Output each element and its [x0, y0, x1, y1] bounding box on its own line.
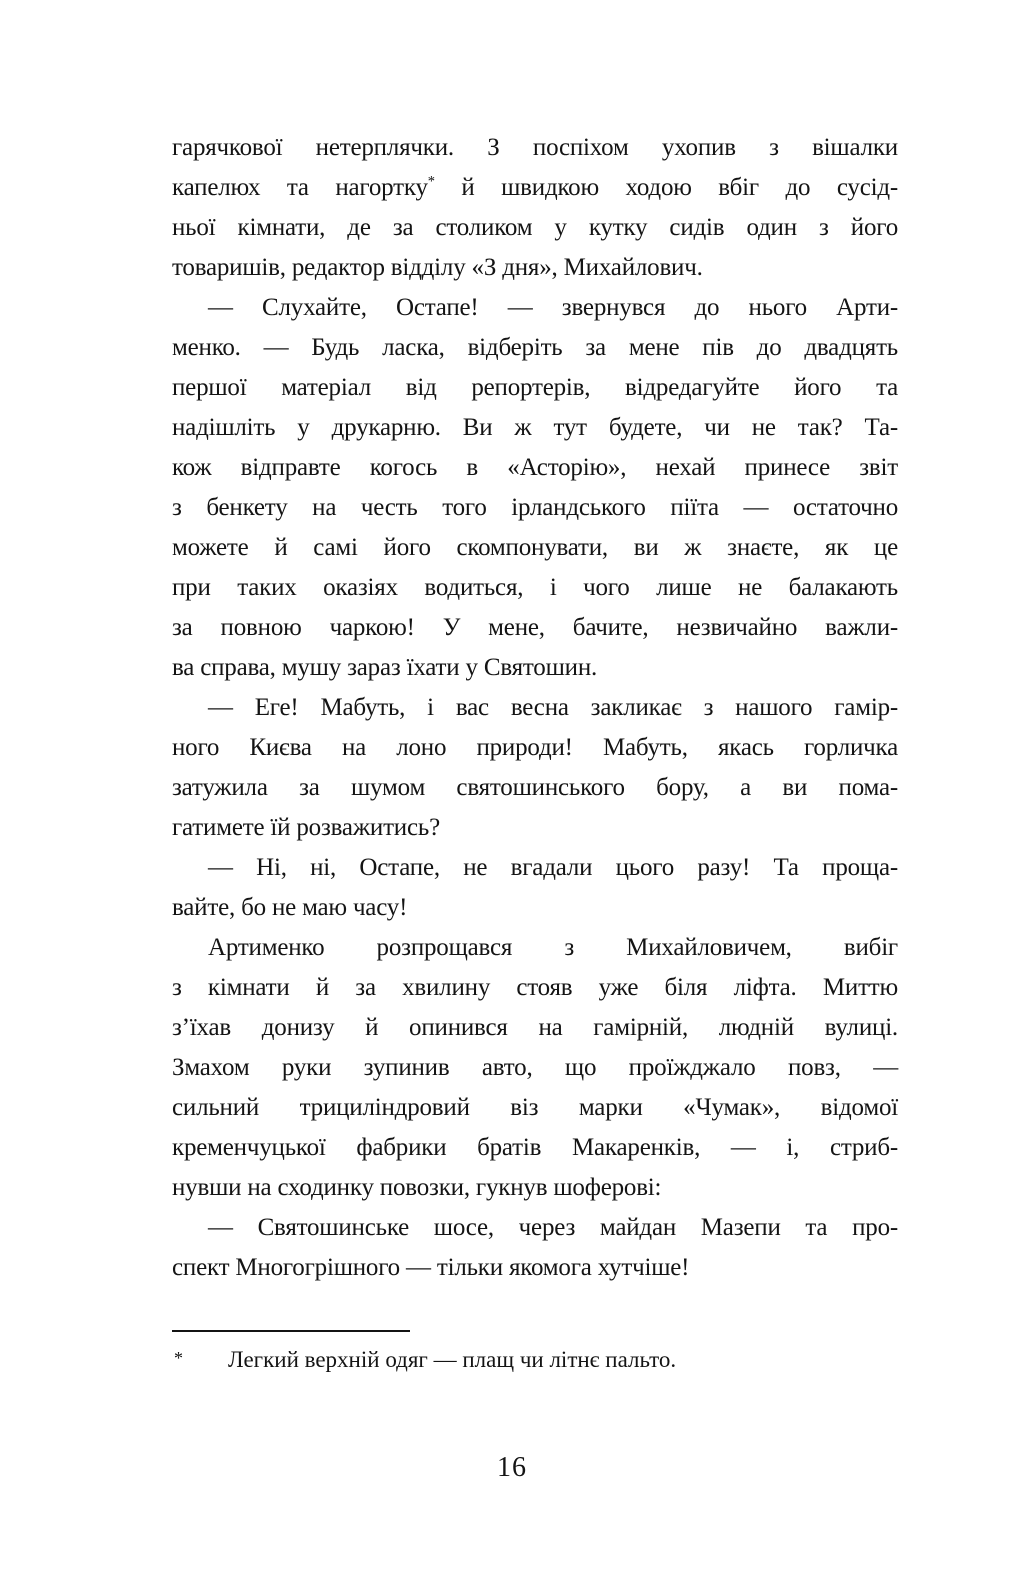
- text-line: гарячкової нетерплячки. З поспіхом ухопив з вішалки: [172, 134, 898, 161]
- text-line: затужила за шумом святошинського бору, а ви пома-: [172, 774, 898, 801]
- text-line: можете й самі його скомпонувати, ви ж знаєте, як це: [172, 534, 898, 561]
- text-line: надішліть у друкарню. Ви ж тут будете, чи не так? Та-: [172, 414, 898, 441]
- text-line: при таких оказіях водиться, і чого лише не балакають: [172, 574, 898, 601]
- text-line: спект Многогрішного — тільки якомога хутчіше!: [172, 1254, 690, 1281]
- paragraph: [172, 288, 898, 688]
- footnote-ref-asterisk: *: [427, 173, 435, 190]
- text-line: ного Києва на лоно природи! Мабуть, якась горличка: [172, 734, 898, 761]
- text-line: вайте, бо не маю часу!: [172, 894, 408, 921]
- text-line: менко. — Будь ласка, відберіть за мене пів до двадцять: [172, 334, 898, 361]
- text-line: з бенкету на честь того ірландського піїта — остаточно: [172, 494, 898, 521]
- footnote-marker-asterisk: *: [174, 1348, 183, 1368]
- text-line: ньої кімнати, де за столиком у кутку сидів один з його: [172, 214, 898, 241]
- text-line: — Святошинське шосе, через майдан Мазепи та про-: [208, 1214, 898, 1241]
- text-line: — Еге! Мабуть, і вас весна закликає з нашого гамір-: [208, 694, 898, 721]
- paragraph: [172, 928, 898, 1208]
- paragraph: [172, 1208, 898, 1288]
- text-line: ва справа, мушу зараз їхати у Святошин.: [172, 654, 598, 681]
- text-line: Артименко розпрощався з Михайловичем, вибіг: [208, 934, 898, 961]
- text-line: кременчуцької фабрики братів Макаренків, — і, стриб-: [172, 1134, 898, 1161]
- paragraph: [172, 688, 898, 848]
- text-line: за повною чаркою! У мене, бачите, незвичайно важли-: [172, 614, 898, 641]
- text-line: Змахом руки зупинив авто, що проїжджало повз, —: [172, 1054, 898, 1081]
- text-line: товаришів, редактор відділу «З дня», Михайлович.: [172, 254, 703, 281]
- text-line: першої матеріал від репортерів, відредагуйте його та: [172, 374, 898, 401]
- text-line: гатимете їй розважитись?: [172, 814, 440, 841]
- text-line: — Слухайте, Остапе! — звернувся до нього Арти-: [208, 294, 898, 321]
- paragraph: [172, 848, 898, 928]
- footnote: [172, 1344, 898, 1376]
- paragraph: [172, 128, 898, 288]
- text-block: [172, 128, 898, 1288]
- text-line: нувши на сходинку повозки, гукнув шоферові:: [172, 1174, 662, 1201]
- footnote-separator-rule: [172, 1330, 410, 1332]
- text-line: — Ні, ні, Остапе, не вгадали цього разу! Та проща-: [208, 854, 898, 881]
- page-number: 16: [497, 1452, 527, 1483]
- text-line: кож відправте когось в «Асторію», нехай принесе звіт: [172, 454, 898, 481]
- text-line: з’їхав донизу й опинився на гамірній, людній вулиці.: [172, 1014, 898, 1041]
- text-line: сильний трициліндровий віз марки «Чумак», відомої: [172, 1094, 898, 1121]
- text-line: капелюх та нагортку* й швидкою ходою вбіг до сусід-: [172, 173, 898, 201]
- text-line: з кімнати й за хвилину стояв уже біля ліфта. Миттю: [172, 974, 898, 1001]
- footnote-text: Легкий верхній одяг — плащ чи літнє пальто.: [228, 1347, 677, 1372]
